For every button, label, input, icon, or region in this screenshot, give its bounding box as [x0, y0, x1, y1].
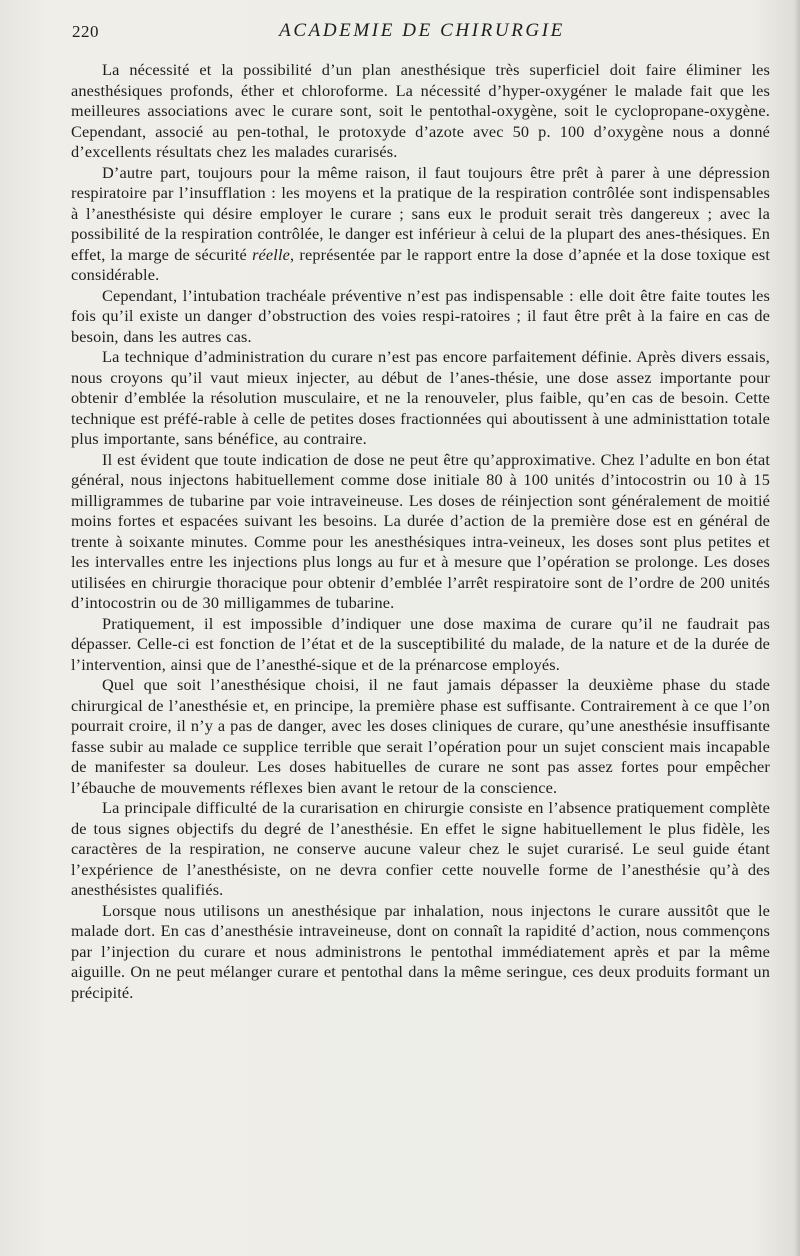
page-header: [72, 18, 772, 46]
paragraph: La technique d’administration du curare n’est pas encore parfaitement définie. Après divers essais, nous croyons qu’il vaut mieux injecter, au début de l’anes-thésie, une dose assez importante pour obtenir d’emblée la résolution musculaire, et ne la renouveler, plus faible, qu’en cas de besoin. Cette technique est préfé-rable à celle de petites doses fractionnées qui aboutissent à une administtation totale plus importante, sans bénéfice, au contraire.: [71, 347, 770, 448]
page-number: 220: [72, 22, 99, 41]
paragraph: La nécessité et la possibilité d’un plan anesthésique très superficiel doit faire éliminer les anesthésiques profonds, éther et chloroforme. La nécessité d’hyper-oxygéner le malade fait que les meilleures associations avec le curare sont, soit le pentothal-oxygène, soit le cyclopropane-oxygène. Cependant, associé au pen-tothal, le protoxyde d’azote avec 50 p. 100 d’oxygène nous a donné d’excellents résultats chez les malades curarisés.: [71, 60, 770, 161]
paragraph: Quel que soit l’anesthésique choisi, il ne faut jamais dépasser la deuxième phase du stade chirurgical de l’anesthésie et, en principe, la première phase est suffisante. Contrairement à ce que l’on pourrait croire, il n’y a pas de danger, avec les doses cliniques de curare, qu’une anesthésie insuffisante fasse subir au malade ce supplice terrible que serait l’opération pour un sujet conscient mais incapable de manifester sa douleur. Les doses habituelles de curare ne sont pas assez fortes pour empêcher l’ébauche de mouvements réflexes bien avant le retour de la conscience.: [71, 675, 770, 797]
running-title: ACADEMIE DE CHIRURGIE: [279, 20, 565, 41]
paragraph: D’autre part, toujours pour la même raison, il faut toujours être prêt à parer à une dépression respiratoire par l’insufflation : les moyens et la pratique de la respiration contrôlée sont indispensables à l’anesthésiste qui désire employer le curare ; sans eux le produit serait très dangereux ; avec la possibilité de la respiration contrôlée, le danger est inférieur à celui de la plupart des anes-thésiques. En effet, la marge de sécurité réelle, représentée par le rapport entre la dose d’apnée et la dose toxique est considérable.: [71, 162, 770, 284]
page-edge-shadow: [794, 0, 800, 1256]
paragraph: La principale difficulté de la curarisation en chirurgie consiste en l’absence pratiquement complète de tous signes objectifs du degré de l’anesthésie. En effet le signe habituellement le plus fidèle, les caractères de la respiration, ne conserve aucune valeur chez le sujet curarisé. Le seul guide étant l’expérience de l’anesthésiste, on ne devra confier cette nouvelle forme de l’anesthésie qu’à des anesthésistes qualifiés.: [71, 798, 770, 899]
paragraph: Cependant, l’intubation trachéale préventive n’est pas indispensable : elle doit être faite toutes les fois qu’il existe un danger d’obstruction des voies respi-ratoires ; il faut être prêt à la faire en cas de besoin, dans les autres cas.: [71, 285, 770, 346]
paragraph: Lorsque nous utilisons un anesthésique par inhalation, nous injectons le curare aussitôt que le malade dort. En cas d’anesthésie intraveineuse, dont on connaît la rapidité d’action, nous commençons par l’injection du curare et nous administrons le pentothal immédiatement après et par la même aiguille. On ne peut mélanger curare et pentothal dans la même seringue, ces deux produits formant un précipité.: [71, 900, 770, 1002]
paragraph: Il est évident que toute indication de dose ne peut être qu’approximative. Chez l’adulte en bon état général, nous injectons habituellement comme dose initiale 80 à 100 unités d’intocostrin ou 10 à 15 milligrammes de tubarine par voie intraveineuse. Les doses de réinjection sont généralement de moitié moins fortes et espacées suivant les besoins. La durée d’action de la première dose est en général de trente à soixante minutes. Comme pour les anesthésiques intra-veineux, les doses sont plus petites et les intervalles entre les injections plus longs au fur et à mesure que l’opération se prolonge. Les doses utilisées en chirurgie thoracique pour obtenir d’emblée l’arrêt respiratoire sont de l’ordre de 200 unités d’intocostrin ou de 30 milligammes de tubarine.: [71, 449, 770, 612]
body-text: [71, 60, 770, 1003]
paragraph: Pratiquement, il est impossible d’indiquer une dose maxima de curare qu’il ne faudrait pas dépasser. Celle-ci est fonction de l’état et de la susceptibilité du malade, de la nature et de la durée de l’intervention, ainsi que de l’anesthé-sique et de la prénarcose employés.: [71, 613, 770, 674]
emphasized-word: réelle: [252, 244, 291, 264]
